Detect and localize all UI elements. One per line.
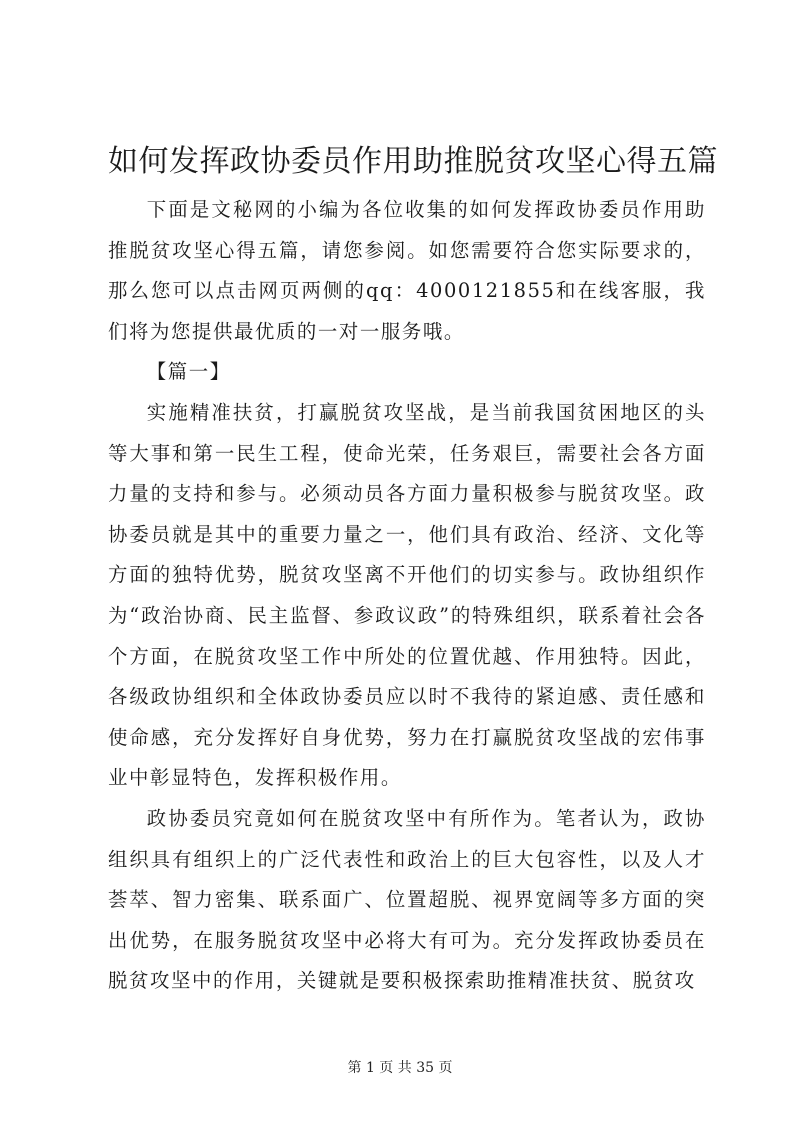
body-paragraph-1: 实施精准扶贫，打赢脱贫攻坚战，是当前我国贫困地区的头等大事和第一民生工程，使命光荣，任务艰巨，需要社会各方面力量的支持和参与。必须动员各方面力量积极参与脱贫攻坚。政协委员就是其中的重要力量之一，他们具有政治、经济、文化等方面的独特优势，脱贫攻坚离不开他们的切实参与。政协组织作为“政治协商、民主监督、参政议政”的特殊组织，联系着社会各个方面，在脱贫攻坚工作中所处的位置优越、作用独特。因此，各级政协组织和全体政协委员应以时不我待的紧迫感、责任感和使命感，充分发挥好自身优势，努力在打赢脱贫攻坚战的宏伟事业中彰显特色，发挥积极作用。 [108,400,706,790]
section-heading: 【篇一】 [146,360,231,384]
document-body [108,190,706,1002]
intro-paragraph: 下面是文秘网的小编为各位收集的如何发挥政协委员作用助推脱贫攻坚心得五篇，请您参阅。如您需要符合您实际要求的，那么您可以点击网页两侧的qq：4000121855和在线客服，我们将为您提供最优质的一对一服务哦。 [108,198,706,343]
page-number-footer: 第 1 页 共 35 页 [347,1060,453,1076]
body-paragraph-2: 政协委员究竟如何在脱贫攻坚中有所作为。笔者认为，政协组织具有组织上的广泛代表性和政治上的巨大包容性，以及人才荟萃、智力密集、联系面广、位置超脱、视界宽阔等多方面的突出优势，在服务脱贫攻坚中必将大有可为。充分发挥政协委员在脱贫攻坚中的作用，关键就是要积极探索助推精准扶贫、脱贫攻 [108,806,706,993]
document-title: 如何发挥政协委员作用助推脱贫攻坚心得五篇 [108,144,718,179]
